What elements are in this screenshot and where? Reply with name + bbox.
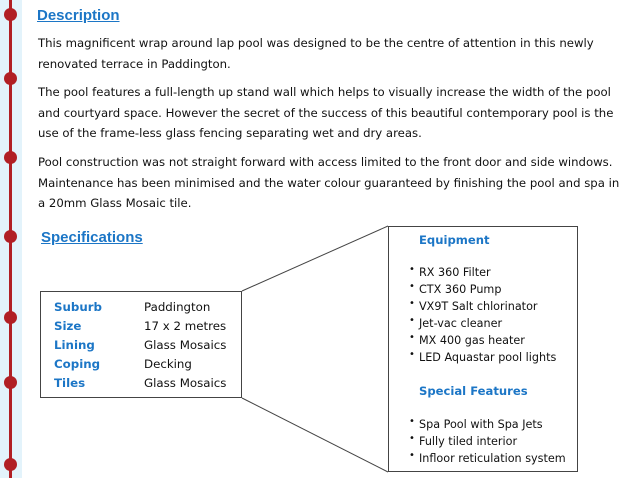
- equipment-item: [409, 349, 556, 366]
- bullet-icon: •: [409, 264, 415, 275]
- bullet-icon: •: [409, 298, 415, 309]
- bullet-icon: •: [409, 281, 415, 292]
- spec-value: Decking: [144, 357, 192, 371]
- special-features-heading: Special Features: [419, 384, 528, 398]
- paragraph-line: The pool features a full-length up stand wall which helps to visually increase the width of the pool: [38, 85, 611, 99]
- spec-value: 17 x 2 metres: [144, 319, 227, 333]
- equipment-panel: [388, 226, 578, 472]
- spec-label: Coping: [54, 357, 101, 371]
- feature-item: [409, 416, 543, 433]
- equipment-item: [409, 281, 501, 298]
- equipment-item: [409, 315, 502, 332]
- spec-value: Glass Mosaics: [144, 338, 227, 352]
- paragraph-line: and courtyard space. However the secret of the success of this beautiful contemporary pool is the: [38, 105, 614, 120]
- bullet-icon: •: [409, 433, 415, 444]
- bullet-icon: •: [409, 315, 415, 326]
- equipment-item-text: VX9T Salt chlorinator: [419, 300, 538, 313]
- feature-item: [409, 433, 517, 450]
- paragraph-line: Pool construction was not straight forward with access limited to the front door and side windows.: [38, 155, 613, 169]
- spec-value: Paddington: [144, 300, 211, 314]
- equipment-item: [409, 264, 491, 281]
- bullet-icon: •: [409, 349, 415, 360]
- equipment-item-text: MX 400 gas heater: [419, 334, 525, 347]
- paragraph-line: This magnificent wrap around lap pool was designed to be the centre of attention in this newly: [38, 36, 594, 50]
- equipment-item-text: Jet-vac cleaner: [419, 317, 503, 330]
- equipment-item: [409, 298, 538, 315]
- bullet-icon: •: [409, 416, 415, 427]
- equipment-item-text: CTX 360 Pump: [419, 283, 502, 296]
- feature-item-text: Fully tiled interior: [419, 435, 518, 448]
- spec-label: Lining: [54, 338, 95, 352]
- callout-line-top: [242, 226, 388, 291]
- spec-label: Size: [54, 319, 82, 333]
- paragraph-line: use of the frame-less glass fencing separating wet and dry areas.: [38, 126, 422, 140]
- feature-item: [409, 450, 566, 467]
- equipment-heading: Equipment: [419, 233, 490, 247]
- bullet-icon: •: [409, 332, 415, 343]
- bullet-icon: •: [409, 450, 415, 461]
- specifications-heading: Specifications: [41, 229, 143, 246]
- paragraph-line: renovated terrace in Paddington.: [38, 56, 231, 71]
- paragraph-line: a 20mm Glass Mosaic tile.: [38, 196, 192, 210]
- equipment-item-text: RX 360 Filter: [419, 266, 491, 279]
- callout-line-bottom: [242, 398, 388, 472]
- spec-value: Glass Mosaics: [144, 376, 227, 390]
- description-heading: Description: [37, 7, 120, 24]
- spec-label: Tiles: [54, 376, 86, 390]
- spec-label: Suburb: [54, 300, 102, 314]
- feature-item-text: Infloor reticulation system: [419, 452, 566, 465]
- feature-item-text: Spa Pool with Spa Jets: [419, 418, 543, 431]
- equipment-item: [409, 332, 525, 349]
- paragraph-line: Maintenance has been minimised and the water colour guaranteed by finishing the pool and spa in: [38, 175, 620, 190]
- equipment-item-text: LED Aquastar pool lights: [419, 351, 557, 364]
